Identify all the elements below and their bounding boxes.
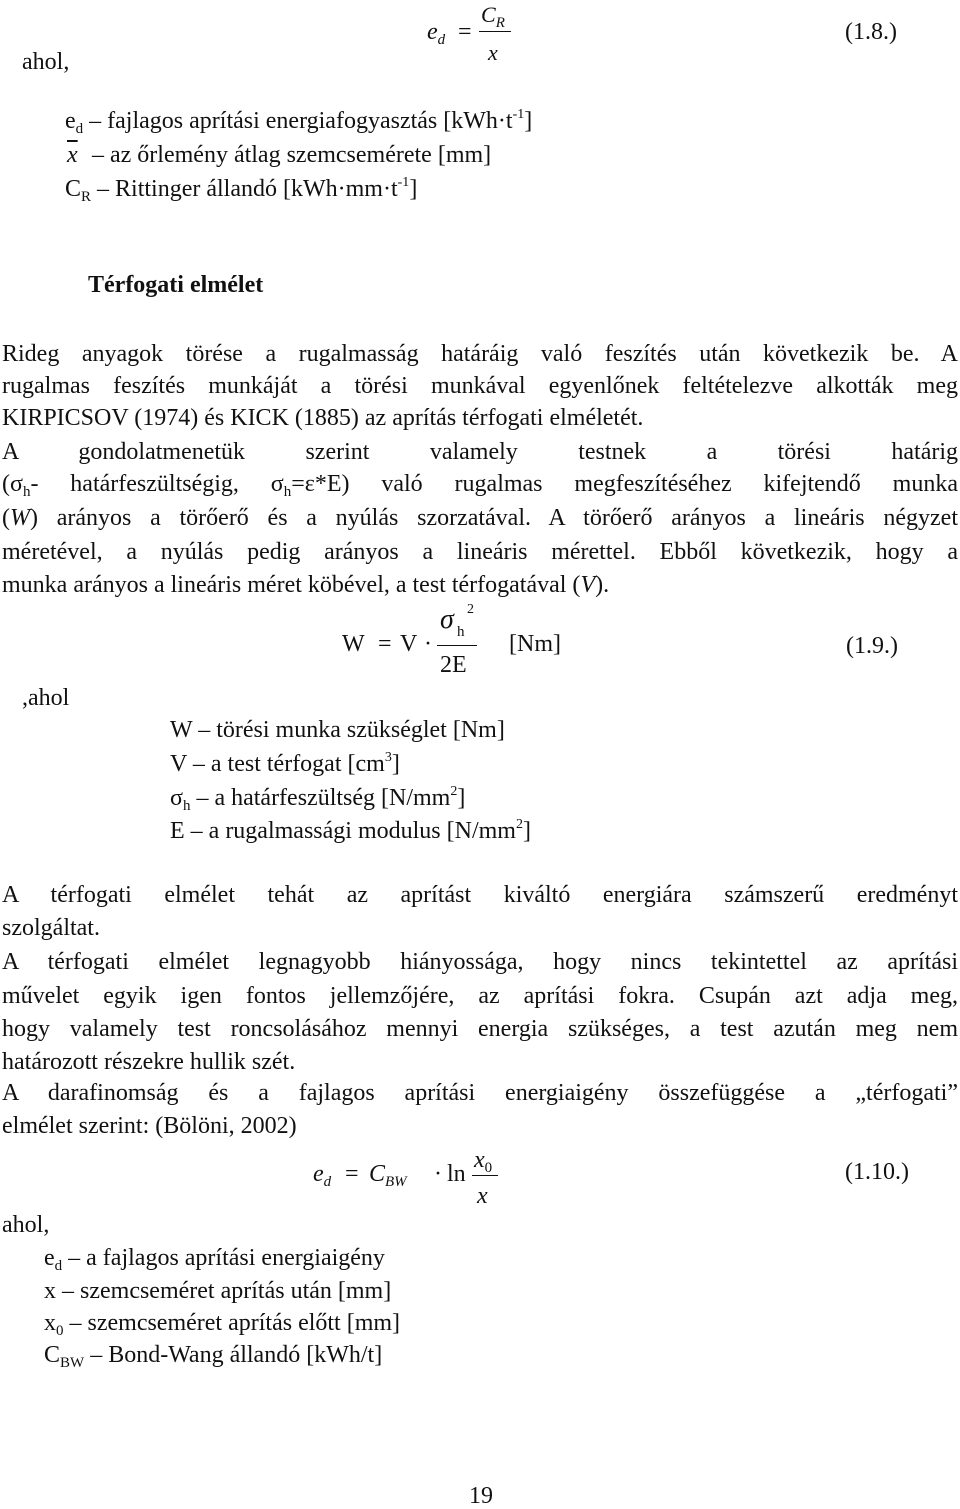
- eq110-denominator: x: [477, 1183, 488, 1209]
- eq19-equals: =: [378, 631, 392, 657]
- eq19-dot: ·: [424, 631, 432, 657]
- eq19-numerator-sup: 2: [467, 602, 474, 617]
- para3-line: A térfogati elmélet tehát az aprítást kiváltó energiára számszerű eredményt: [2, 882, 958, 908]
- eq110-equals: =: [345, 1161, 359, 1187]
- eq110-number: (1.10.): [845, 1159, 909, 1185]
- eq18-number: (1.8.): [845, 19, 897, 45]
- para1-line: rugalmas feszítés munkáját a törési munkával egyenlőnek feltételezve alkották meg: [2, 373, 958, 399]
- para4-line: határozott részekre hullik szét.: [2, 1049, 296, 1075]
- para4-line: A térfogati elmélet legnagyobb hiányossága, hogy nincs tekintettel az aprítási: [2, 949, 958, 975]
- para1-line: KIRPICSOV (1974) és KICK (1885) az aprítás térfogati elméletét.: [2, 405, 644, 431]
- defs1-item-ed: $e_d$ – fajlagos aprítási energiafogyasztás $[kWh\cdot t^{-1}]$: [65, 107, 533, 137]
- para2-line: méretével, a nyúlás pedig arányos a lineáris mérettel. Ebből következik, hogy a: [2, 539, 958, 565]
- defs1-item-x-symbol: $\overline{x}$: [67, 142, 78, 168]
- defs2-item: $\sigma_h$ – a határfeszültség $[N/mm^2]$: [170, 784, 466, 814]
- eq110-constant: $C_{BW}$: [369, 1161, 407, 1190]
- eq19-denominator: 2E: [440, 652, 467, 678]
- eq19-lhs: W: [342, 631, 365, 657]
- eq18-denominator: x: [488, 40, 498, 65]
- defs3-item: $x_0$ – szemcseméret aprítás előtt [mm]: [44, 1310, 401, 1339]
- defs2-item: V – a test térfogat $[cm^3]$: [170, 750, 400, 777]
- para2-line: ($\sigma_h-$ határfeszültségig, $\sigma_h=\varepsilon*E$) való rugalmas megfeszítéséhez kifejtendő munka: [2, 471, 959, 500]
- defs1-item-cr: $C_R$ – Rittinger állandó $[kWh\cdot mm\cdot t^{-1}]$: [65, 175, 418, 205]
- eq18-lhs: $e_d$: [427, 19, 446, 48]
- page-number: 19: [469, 1483, 493, 1509]
- eq19-unit: [Nm]: [509, 631, 561, 657]
- para1-line: Rideg anyagok törése a rugalmasság határáig való feszítés után következik be. A: [2, 341, 958, 367]
- eq110-dot: ·: [434, 1161, 442, 1187]
- section-heading: Térfogati elmélet: [88, 272, 264, 298]
- eq18-fraction-bar: [479, 31, 511, 32]
- para5-line: A darafinomság és a fajlagos aprítási energiaigény összefüggése a „térfogati”: [2, 1080, 958, 1106]
- para2-line: (W) arányos a törőerő és a nyúlás szorzatával. A törőerő arányos a lineáris négyzet: [2, 505, 958, 531]
- defs1-item-x-text: – az őrlemény átlag szemcsemérete [mm]: [92, 142, 492, 168]
- defs2-intro: ,ahol: [22, 685, 70, 711]
- eq19-numerator-sigma: σ: [440, 604, 454, 635]
- para2-line: munka arányos a lineáris méret köbével, a test térfogatával (V).: [2, 572, 610, 598]
- defs3-item: $C_{BW}$ – Bond-Wang állandó [kWh/t]: [44, 1342, 383, 1371]
- defs1-intro: ahol,: [22, 49, 70, 75]
- para2-line: A gondolatmenetük szerint valamely testnek a törési határig: [2, 439, 958, 465]
- para4-line: hogy valamely test roncsolásához mennyi energia szükséges, a test azután meg nem: [2, 1016, 958, 1042]
- para5-line: elmélet szerint: (Bölöni, 2002): [2, 1113, 297, 1139]
- para3-line: szolgáltat.: [2, 915, 100, 941]
- defs3-intro: ahol,: [2, 1212, 50, 1238]
- eq18-numerator: $C_R$: [481, 2, 505, 31]
- eq110-fraction-bar: [472, 1175, 498, 1176]
- eq18-equals: =: [458, 19, 472, 45]
- eq19-number: (1.9.): [846, 633, 898, 659]
- eq110-numerator: $x_0$: [474, 1147, 493, 1176]
- eq110-ln: ln: [447, 1161, 466, 1187]
- defs2-item: W – törési munka szükséglet [Nm]: [170, 717, 505, 743]
- eq19-fraction-bar: [437, 645, 477, 646]
- defs3-item: $e_d$ – a fajlagos aprítási energiaigény: [44, 1245, 385, 1274]
- para4-line: művelet egyik igen fontos jellemzőjére, az aprítási fokra. Csupán azt adja meg,: [2, 983, 958, 1009]
- defs2-item: E – a rugalmassági modulus $[N/mm^2]$: [170, 817, 531, 844]
- defs3-item: x – szemcseméret aprítás után [mm]: [44, 1278, 392, 1304]
- eq19-numerator-sub: h: [457, 624, 465, 640]
- eq19-volume: V: [400, 631, 418, 657]
- eq110-lhs: $e_d$: [313, 1161, 332, 1190]
